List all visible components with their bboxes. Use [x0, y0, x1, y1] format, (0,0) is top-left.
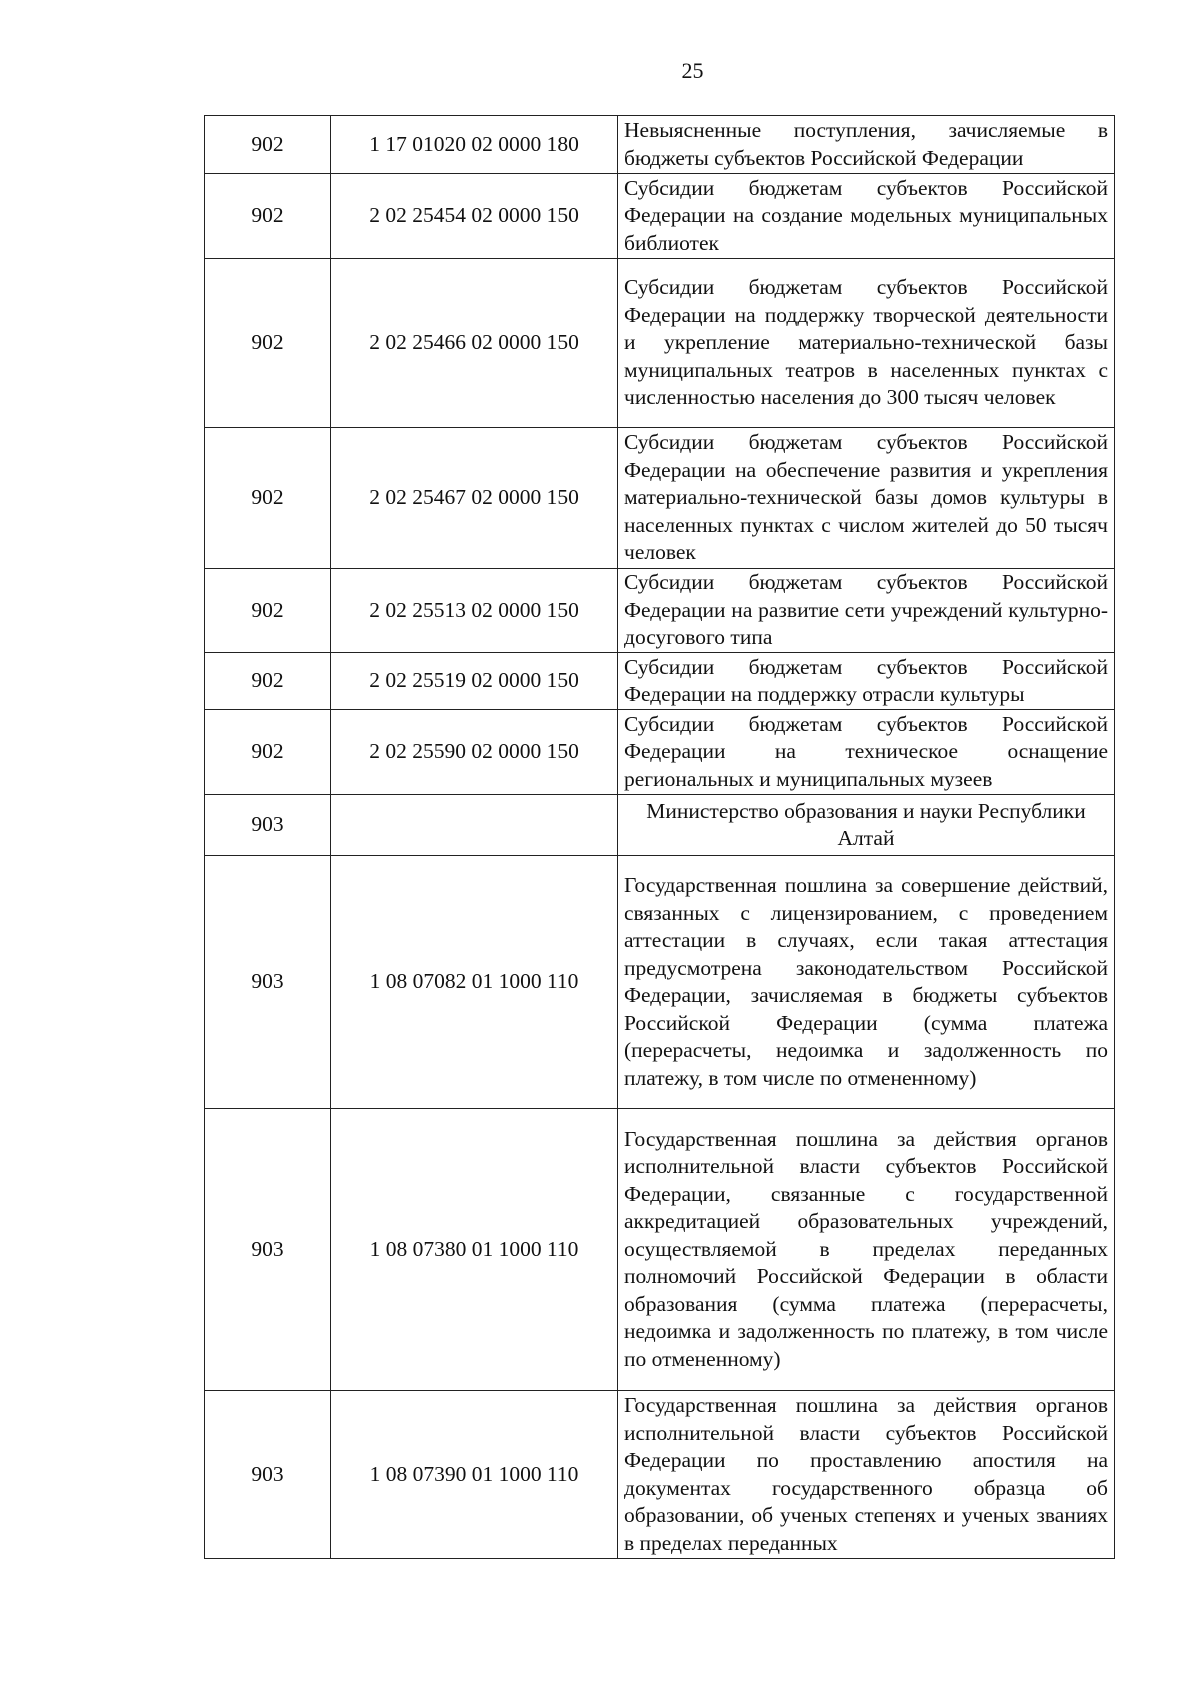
description-cell: Невыясненные поступления, зачисляемые в бюджеты субъектов Российской Федерации	[618, 116, 1115, 174]
table-row	[205, 1391, 1115, 1559]
admin-code-cell: 903	[205, 795, 331, 856]
admin-code-cell: 902	[205, 259, 331, 428]
table-row	[205, 710, 1115, 795]
budget-code-cell: 2 02 25467 02 0000 150	[331, 428, 618, 569]
table-row	[205, 428, 1115, 569]
admin-code-cell: 902	[205, 428, 331, 569]
budget-code-cell: 2 02 25519 02 0000 150	[331, 653, 618, 710]
description-cell: Государственная пошлина за действия органов исполнительной власти субъектов Российской Федерации, связанные с государственной аккредитацией образовательных учреждений, осуществляемой в пределах переданных полномочий Российской Федерации в области образования (сумма платежа (перерасчеты, недоимка и задолженность по платежу, в том числе по отмененному)	[618, 1109, 1115, 1391]
table-row	[205, 259, 1115, 428]
table-row	[205, 116, 1115, 174]
page-number: 25	[681, 58, 704, 83]
admin-code-cell: 902	[205, 569, 331, 653]
budget-codes-table	[204, 115, 1115, 1559]
description-cell: Государственная пошлина за совершение действий, связанных с лицензированием, с проведением аттестации в случаях, если такая аттестация предусмотрена законодательством Российской Федерации, зачисляемая в бюджеты субъектов Российской Федерации (сумма платежа (перерасчеты, недоимка и задолженность по платежу, в том числе по отмененному)	[618, 856, 1115, 1109]
budget-code-cell: 2 02 25466 02 0000 150	[331, 259, 618, 428]
admin-code-cell: 903	[205, 856, 331, 1109]
table-row	[205, 856, 1115, 1109]
table-row	[205, 653, 1115, 710]
description-cell: Государственная пошлина за действия органов исполнительной власти субъектов Российской Федерации по проставлению апостиля на документах государственного образца об образовании, об ученых степенях и ученых званиях в пределах переданных	[618, 1391, 1115, 1559]
description-cell: Субсидии бюджетам субъектов Российской Федерации на техническое оснащение региональных и муниципальных музеев	[618, 710, 1115, 795]
description-cell: Министерство образования и науки Республики Алтай	[618, 795, 1115, 856]
budget-code-cell: 1 08 07380 01 1000 110	[331, 1109, 618, 1391]
budget-code-cell	[331, 795, 618, 856]
description-cell: Субсидии бюджетам субъектов Российской Федерации на обеспечение развития и укрепления материально-технической базы домов культуры в населенных пунктах с числом жителей до 50 тысяч человек	[618, 428, 1115, 569]
description-cell: Субсидии бюджетам субъектов Российской Федерации на развитие сети учреждений культурно-досугового типа	[618, 569, 1115, 653]
admin-code-cell: 903	[205, 1109, 331, 1391]
budget-code-cell: 2 02 25513 02 0000 150	[331, 569, 618, 653]
description-cell: Субсидии бюджетам субъектов Российской Федерации на поддержку творческой деятельности и укрепление материально-технической базы муниципальных театров в населенных пунктах с численностью населения до 300 тысяч человек	[618, 259, 1115, 428]
budget-code-cell: 1 08 07082 01 1000 110	[331, 856, 618, 1109]
description-cell: Субсидии бюджетам субъектов Российской Федерации на поддержку отрасли культуры	[618, 653, 1115, 710]
budget-code-cell: 1 08 07390 01 1000 110	[331, 1391, 618, 1559]
description-cell: Субсидии бюджетам субъектов Российской Федерации на создание модельных муниципальных библиотек	[618, 174, 1115, 259]
budget-code-cell: 2 02 25590 02 0000 150	[331, 710, 618, 795]
admin-code-cell: 902	[205, 710, 331, 795]
budget-code-cell: 1 17 01020 02 0000 180	[331, 116, 618, 174]
table-row	[205, 569, 1115, 653]
admin-code-cell: 902	[205, 653, 331, 710]
table-row	[205, 1109, 1115, 1391]
table-row	[205, 795, 1115, 856]
table-row	[205, 174, 1115, 259]
admin-code-cell: 902	[205, 174, 331, 259]
admin-code-cell: 902	[205, 116, 331, 174]
budget-code-cell: 2 02 25454 02 0000 150	[331, 174, 618, 259]
admin-code-cell: 903	[205, 1391, 331, 1559]
